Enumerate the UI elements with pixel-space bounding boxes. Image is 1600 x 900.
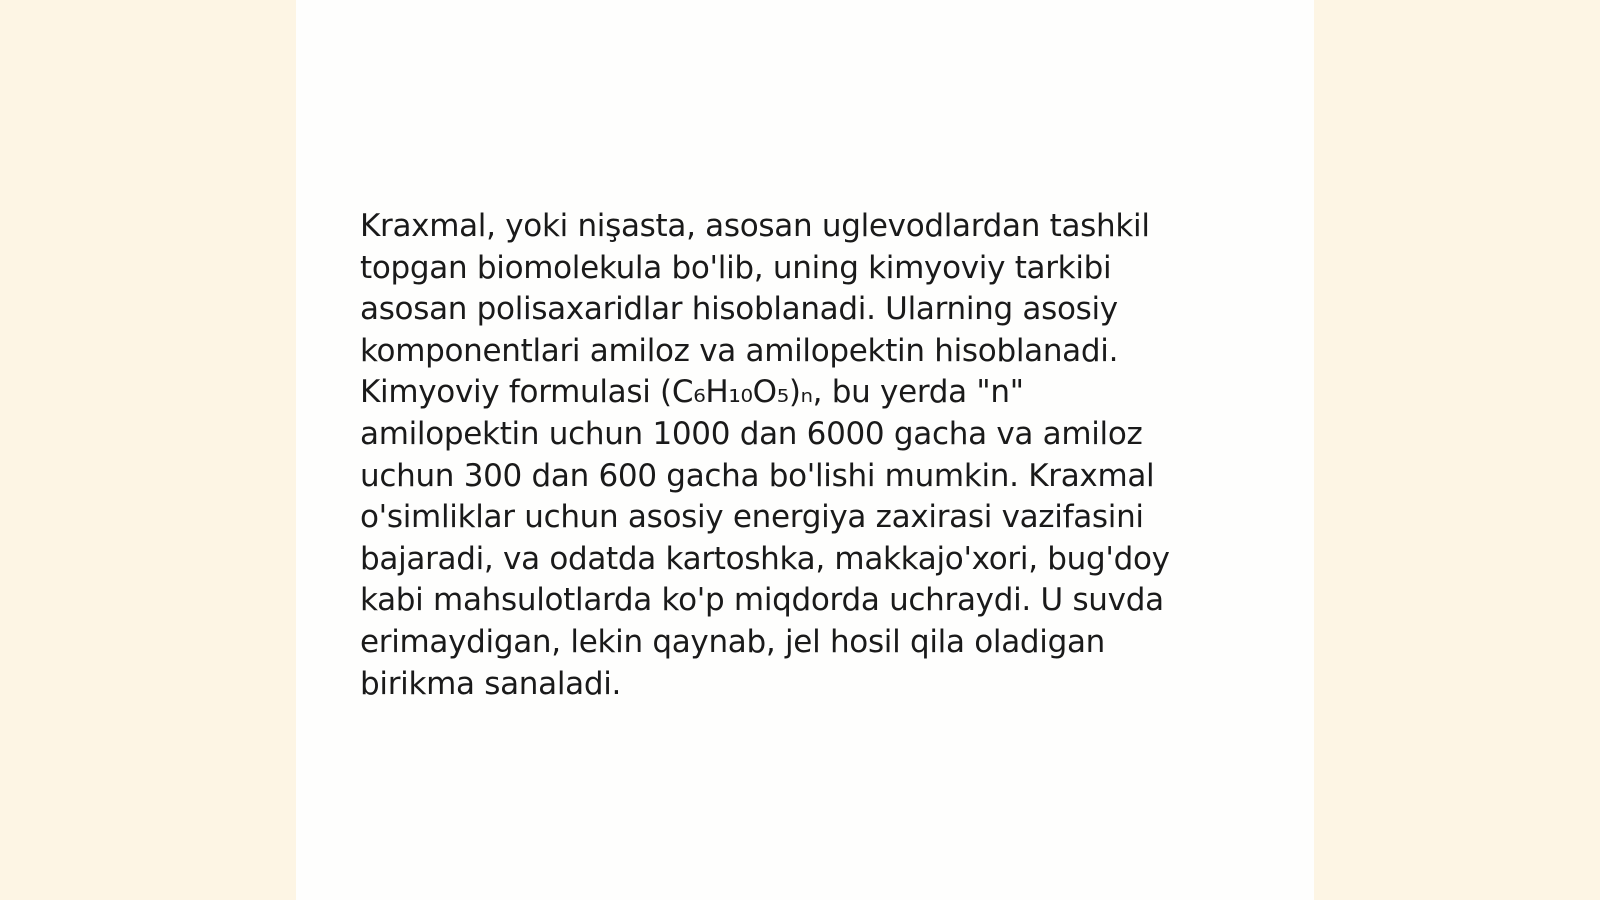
text-line: bajaradi, va odatda kartoshka, makkajo'xori, bug'doy xyxy=(360,540,1170,577)
text-line: o'simliklar uchun asosiy energiya zaxirasi vazifasini xyxy=(360,499,1144,536)
text-line: uchun 300 dan 600 gacha bo'lishi mumkin. Kraxmal xyxy=(360,457,1155,494)
text-line: Kraxmal, yoki nişasta, asosan uglevodlardan tashkil xyxy=(360,208,1150,244)
body-paragraph xyxy=(360,206,1240,705)
text-line: topgan biomolekula bo'lib, uning kimyoviy tarkibi xyxy=(360,249,1112,286)
text-line: asosan polisaxaridlar hisoblanadi. Ularning asosiy xyxy=(360,291,1118,328)
text-line: amilopektin uchun 1000 dan 6000 gacha va amiloz xyxy=(360,415,1143,452)
text-line: birikma sanaladi. xyxy=(360,665,622,702)
text-line: komponentlari amiloz va amilopektin hisoblanadi. xyxy=(360,332,1119,369)
slide xyxy=(296,0,1314,900)
text-line: erimaydigan, lekin qaynab, jel hosil qila oladigan xyxy=(360,623,1106,660)
text-line: Kimyoviy formulasi (C₆H₁₀O₅)ₙ, bu yerda "n" xyxy=(360,374,1024,411)
text-line: kabi mahsulotlarda ko'p miqdorda uchraydi. U suvda xyxy=(360,582,1164,619)
right-margin xyxy=(1314,0,1600,900)
left-margin xyxy=(0,0,296,900)
